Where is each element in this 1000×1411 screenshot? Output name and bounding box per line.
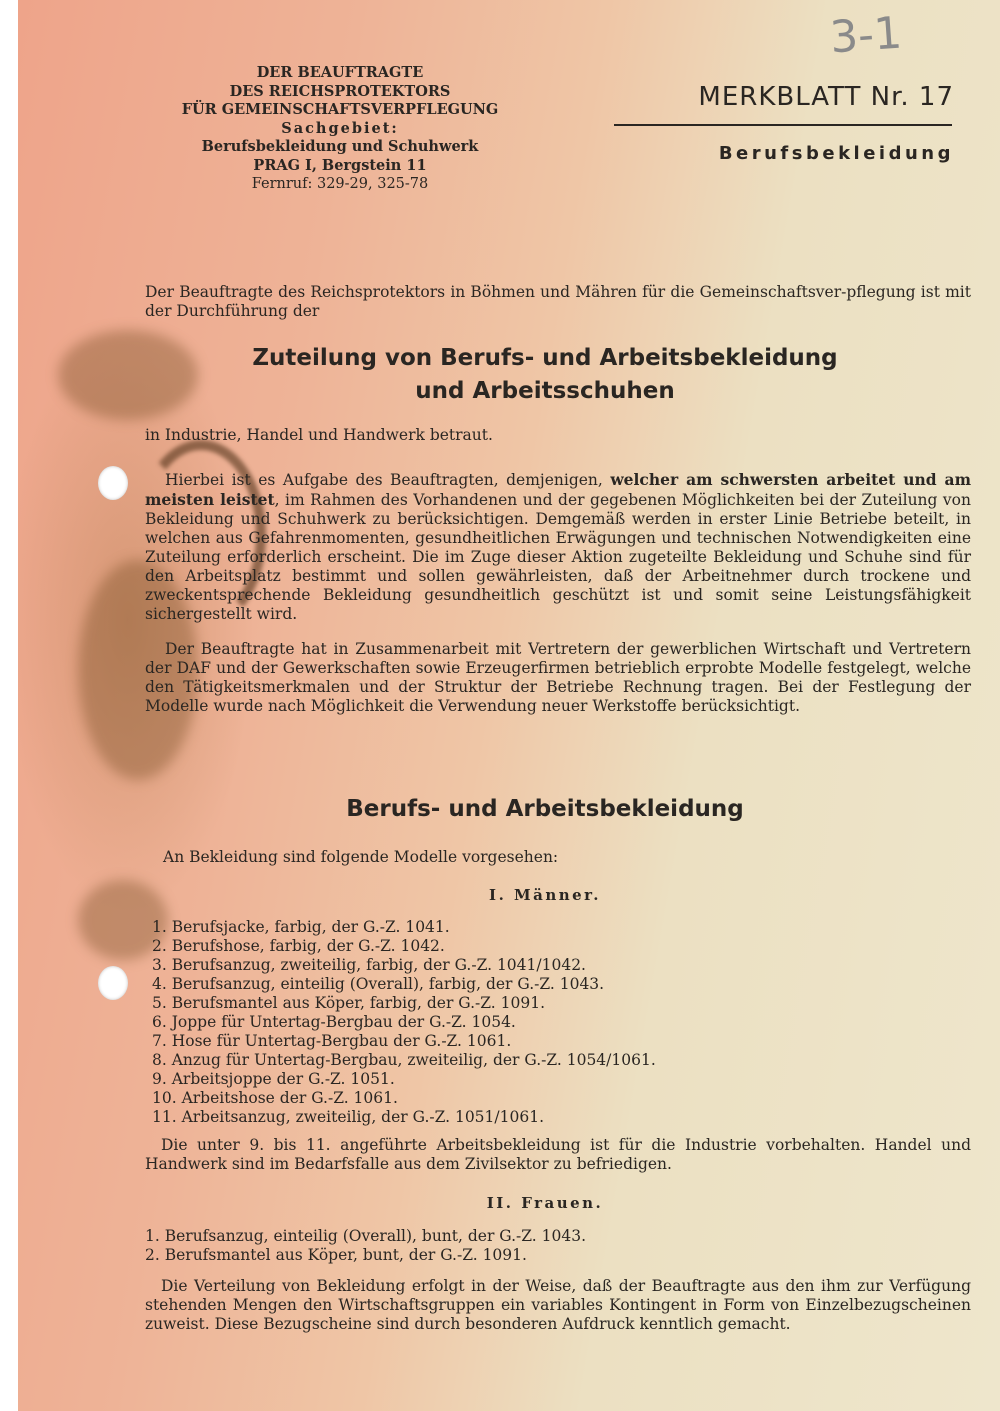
paragraph-text: , im Rahmen des Vorhandenen und der gegebenen Möglichkeiten bei der Zuteilung von Bekleidung und Schuhwerk zu berücksichtigen. Demgemäß werden in erster Linie Betriebe beteilt, in welchen aus Gefahrenmomenten, gesundheitlichen Erwägungen und technischen Notwendigkeiten eine Zuteilung erforderlich erscheint. Die im Zuge dieser Aktion zugeteilte Bekleidung und Schuhe sind für den Arbeitsplatz bestimmt und sollen gewährleisten, daß der Arbeitnehmer durch trockene und zweckentsprechende Bekleidung gesundheitlich geschützt ist und somit seine Leistungsfähigkeit sichergestellt wird. — [145, 491, 971, 623]
punch-hole — [98, 466, 128, 500]
title-rule — [614, 124, 952, 126]
document-page — [18, 0, 1000, 1411]
list-item: 5. Berufsmantel aus Köper, farbig, der G.-Z. 1091. — [152, 994, 546, 1012]
address: PRAG I, Bergstein 11 — [253, 156, 427, 174]
field-value: Berufsbekleidung und Schuhwerk — [201, 138, 479, 155]
punch-hole — [98, 966, 128, 1000]
women-heading: II. Frauen. — [486, 1194, 604, 1212]
closing-paragraph: Die Verteilung von Bekleidung erfolgt in der Weise, daß der Beauftragte aus den ihm zur Verfügung stehenden Mengen den Wirtschaftsgruppen ein variables Kontingent in Form von Einzelbezugscheinen zuweist. Diese Bezugscheine sind durch besonderen Aufdruck kenntlich gemacht. — [145, 1277, 971, 1333]
section-intro: An Bekleidung sind folgende Modelle vorgesehen: — [163, 848, 559, 866]
list-item: 11. Arbeitsanzug, zweiteilig, der G.-Z. 1051/1061. — [152, 1108, 544, 1126]
phone: Fernruf: 329-29, 325-78 — [251, 176, 429, 192]
intro-text: Der Beauftragte des Reichsprotektors in Böhmen und Mähren für die Gemeinschaftsver-pflegung ist mit der Durchführung der — [145, 283, 971, 320]
paragraph-text: Hierbei ist es Aufgabe des Beauftragten, demjenigen, — [165, 471, 611, 489]
section-heading: Berufs- und Arbeitsbekleidung — [346, 796, 744, 822]
list-item: 7. Hose für Untertag-Bergbau der G.-Z. 1061. — [152, 1032, 512, 1050]
field-label: Sachgebiet: — [281, 119, 399, 137]
list-item: 9. Arbeitsjoppe der G.-Z. 1051. — [152, 1070, 395, 1088]
paragraph-emphasis: welcher am schwersten arbeitet und am meisten leistet — [145, 470, 971, 509]
men-note: Die unter 9. bis 11. angeführte Arbeitsbekleidung ist für die Industrie vorbehalten. Handel und Handwerk sind im Bedarfsfalle aus dem Zivilsektor zu befriedigen. — [145, 1136, 971, 1173]
authority-line: FÜR GEMEINSCHAFTSVERPFLEGUNG — [181, 101, 499, 118]
merkblatt-title: MERKBLATT Nr. 17 — [698, 82, 954, 112]
men-list — [152, 918, 656, 1127]
intro-text: in Industrie, Handel und Handwerk betraut. — [145, 426, 493, 444]
paragraph — [145, 470, 971, 624]
main-heading — [100, 342, 990, 408]
list-item: 1. Berufsjacke, farbig, der G.-Z. 1041. — [152, 918, 450, 936]
list-item: 3. Berufsanzug, zweiteilig, farbig, der G.-Z. 1041/1042. — [152, 956, 586, 974]
list-item: 1. Berufsanzug, einteilig (Overall), bunt, der G.-Z. 1043. — [145, 1227, 587, 1245]
handwritten-note: 3-1 — [828, 7, 904, 64]
main-heading-line: und Arbeitsschuhen — [415, 378, 675, 404]
men-heading: I. Männer. — [489, 886, 601, 904]
women-list — [145, 1227, 586, 1265]
list-item: 2. Berufsmantel aus Köper, bunt, der G.-Z. 1091. — [145, 1246, 527, 1264]
list-item: 10. Arbeitshose der G.-Z. 1061. — [152, 1089, 398, 1107]
authority-line: DER BEAUFTRAGTE — [256, 64, 424, 81]
main-heading-line: Zuteilung von Berufs- und Arbeitsbekleidung — [252, 345, 838, 371]
list-item: 4. Berufsanzug, einteilig (Overall), farbig, der G.-Z. 1043. — [152, 975, 605, 993]
list-item: 6. Joppe für Untertag-Bergbau der G.-Z. 1054. — [152, 1013, 516, 1031]
merkblatt-subject: Berufsbekleidung — [718, 143, 954, 164]
list-item: 8. Anzug für Untertag-Bergbau, zweiteilig, der G.-Z. 1054/1061. — [152, 1051, 656, 1069]
authority-line: DES REICHSPROTEKTORS — [229, 82, 451, 100]
authority-header — [120, 64, 560, 194]
paragraph: Der Beauftragte hat in Zusammenarbeit mit Vertretern der gewerblichen Wirtschaft und Vertretern der DAF und der Gewerkschaften sowie Erzeugerfirmen betrieblich erprobte Modelle festgelegt, welche den Tätigkeitsmerkmalen und der Struktur der Betriebe Rechnung tragen. Bei der Festlegung der Modelle wurde nach Möglichkeit die Verwendung neuer Werkstoffe berücksichtigt. — [145, 640, 971, 715]
list-item: 2. Berufshose, farbig, der G.-Z. 1042. — [152, 937, 445, 955]
